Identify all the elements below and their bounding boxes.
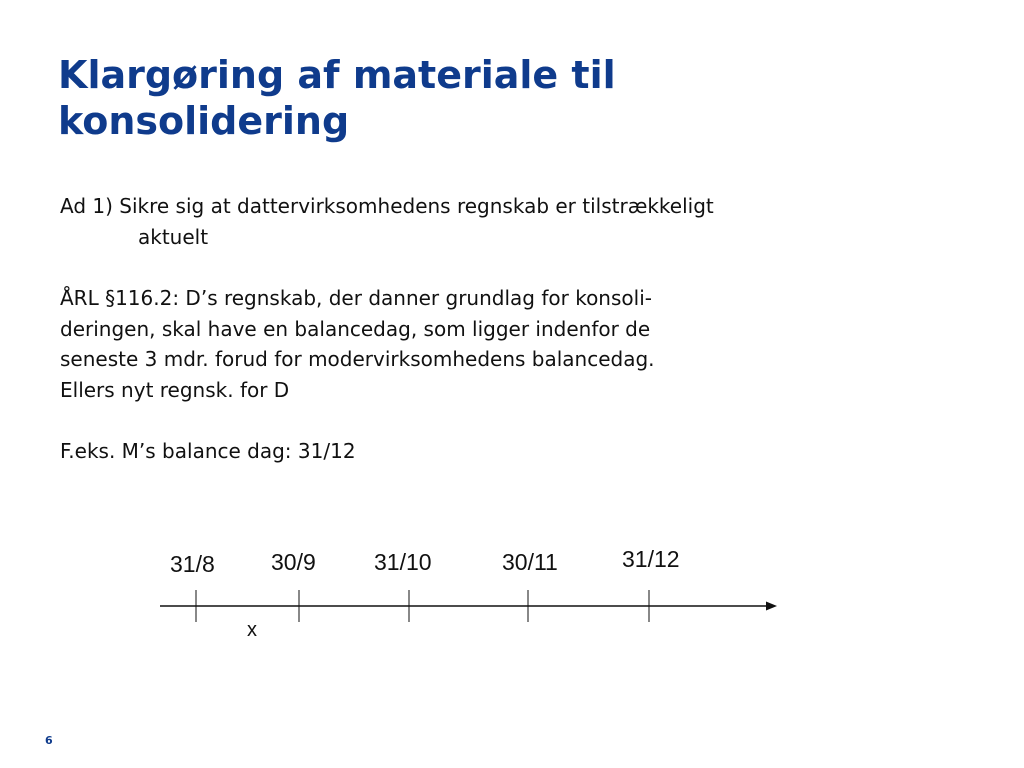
timeline-label-2: 30/9: [271, 549, 316, 575]
page-number: 6: [45, 734, 53, 747]
timeline-marker-x: x: [247, 619, 257, 641]
arl-line-1: ÅRL §116.2: D’s regnskab, der danner grundlag for konsoli-: [60, 286, 652, 310]
slide-title: [58, 52, 958, 144]
arl-line-2: deringen, skal have en balancedag, som ligger indenfor de: [60, 316, 651, 341]
arl-line-3: seneste 3 mdr. forud for modervirksomhedens balancedag.: [60, 347, 655, 371]
ad1-line-1: Ad 1) Sikre sig at dattervirksomhedens regnskab er tilstrækkeligt: [60, 194, 714, 218]
timeline-arrowhead-icon: [766, 602, 777, 611]
timeline-label-4: 30/11: [502, 549, 558, 575]
timeline-diagram: [150, 540, 800, 650]
timeline-label-5: 31/12: [622, 546, 680, 572]
example-paragraph: [60, 436, 356, 467]
ad1-paragraph: [60, 191, 714, 252]
timeline-label-1: 31/8: [170, 551, 215, 577]
slide-title-line-2: konsolidering: [58, 99, 350, 143]
arl-line-4: Ellers nyt regnsk. for D: [60, 377, 290, 402]
ad1-line-2: aktuelt: [138, 224, 209, 249]
example-line: F.eks. M’s balance dag: 31/12: [60, 439, 356, 463]
arl-paragraph: [60, 283, 655, 405]
slide-title-line-1: Klargøring af materiale til: [58, 53, 616, 97]
timeline-label-3: 31/10: [374, 549, 432, 575]
